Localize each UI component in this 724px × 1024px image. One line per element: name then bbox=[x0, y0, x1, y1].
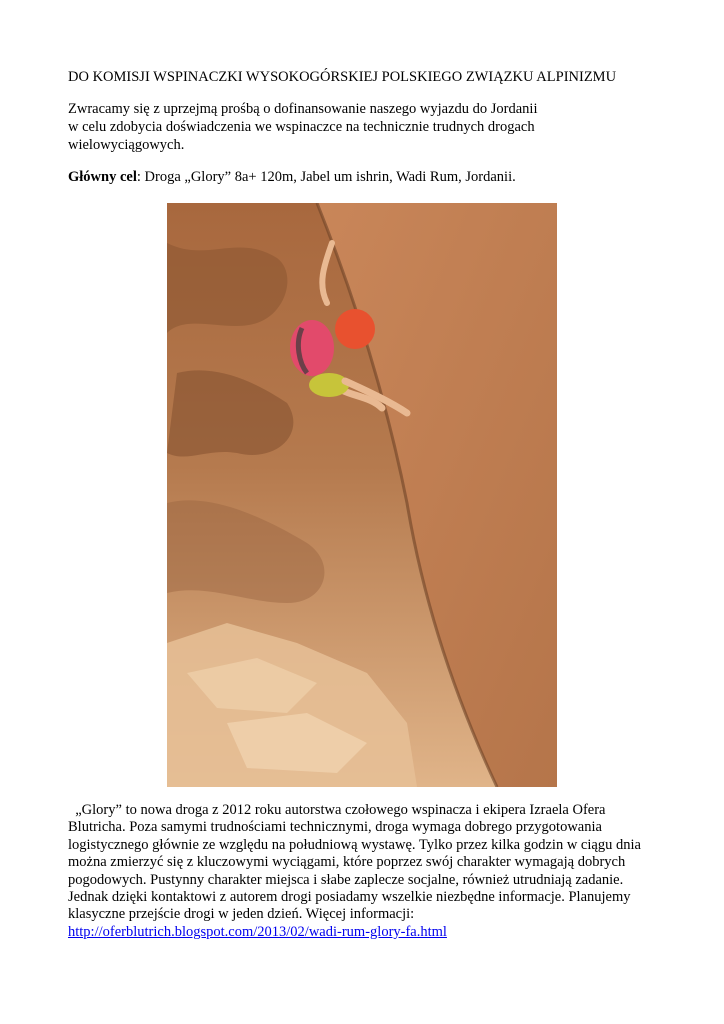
description-line: Blutricha. Poza samymi trudnościami technicznymi, droga wymaga dobrego przygotowania bbox=[68, 819, 602, 836]
goal-label: Główny cel bbox=[68, 169, 137, 185]
goal-line bbox=[68, 168, 516, 186]
description-line: klasyczne przejście drogi w jeden dzień. Więcej informacji: bbox=[68, 906, 415, 923]
document-heading: DO KOMISJI WSPINACZKI WYSOKOGÓRSKIEJ POLSKIEGO ZWIĄZKU ALPINIZMU bbox=[68, 69, 617, 85]
description-paragraph bbox=[68, 802, 658, 941]
goal-text: : Droga „Glory” 8a+ 120m, Jabel um ishrin, Wadi Rum, Jordanii. bbox=[136, 169, 516, 185]
description-line: logistycznego głównie ze względu na południową wystawę. Tylko przez kilka godzin w ciągu dnia bbox=[68, 836, 641, 853]
intro-paragraph bbox=[68, 100, 628, 154]
climber-photo bbox=[167, 203, 557, 787]
description-line: Jednak dzięki kontaktowi z autorem drogi posiadamy wszelkie niezbędne informacje. Planujemy bbox=[68, 889, 631, 906]
climber-photo-icon bbox=[167, 203, 557, 787]
description-line: pogodowych. Pustynny charakter miejsca i słabe zaplecze socjalne, również utrudniają zadanie. bbox=[68, 871, 624, 888]
intro-line: Zwracamy się z uprzejmą prośbą o dofinansowanie naszego wyjazdu do Jordanii bbox=[68, 101, 538, 117]
blog-link[interactable]: http://oferblutrich.blogspot.com/2013/02/wadi-rum-glory-fa.html bbox=[68, 923, 447, 940]
description-line: „Glory” to nowa droga z 2012 roku autorstwa czołowego wspinacza i ekipera Izraela Ofera bbox=[68, 802, 606, 818]
description-line: można zmierzyć się z kluczowymi wyciągami, które poprzez swój charakter wymagają dobrych bbox=[68, 854, 626, 871]
intro-line: w celu zdobycia doświadczenia we wspinaczce na technicznie trudnych drogach bbox=[68, 119, 535, 135]
intro-line: wielowyciągowych. bbox=[68, 137, 185, 153]
